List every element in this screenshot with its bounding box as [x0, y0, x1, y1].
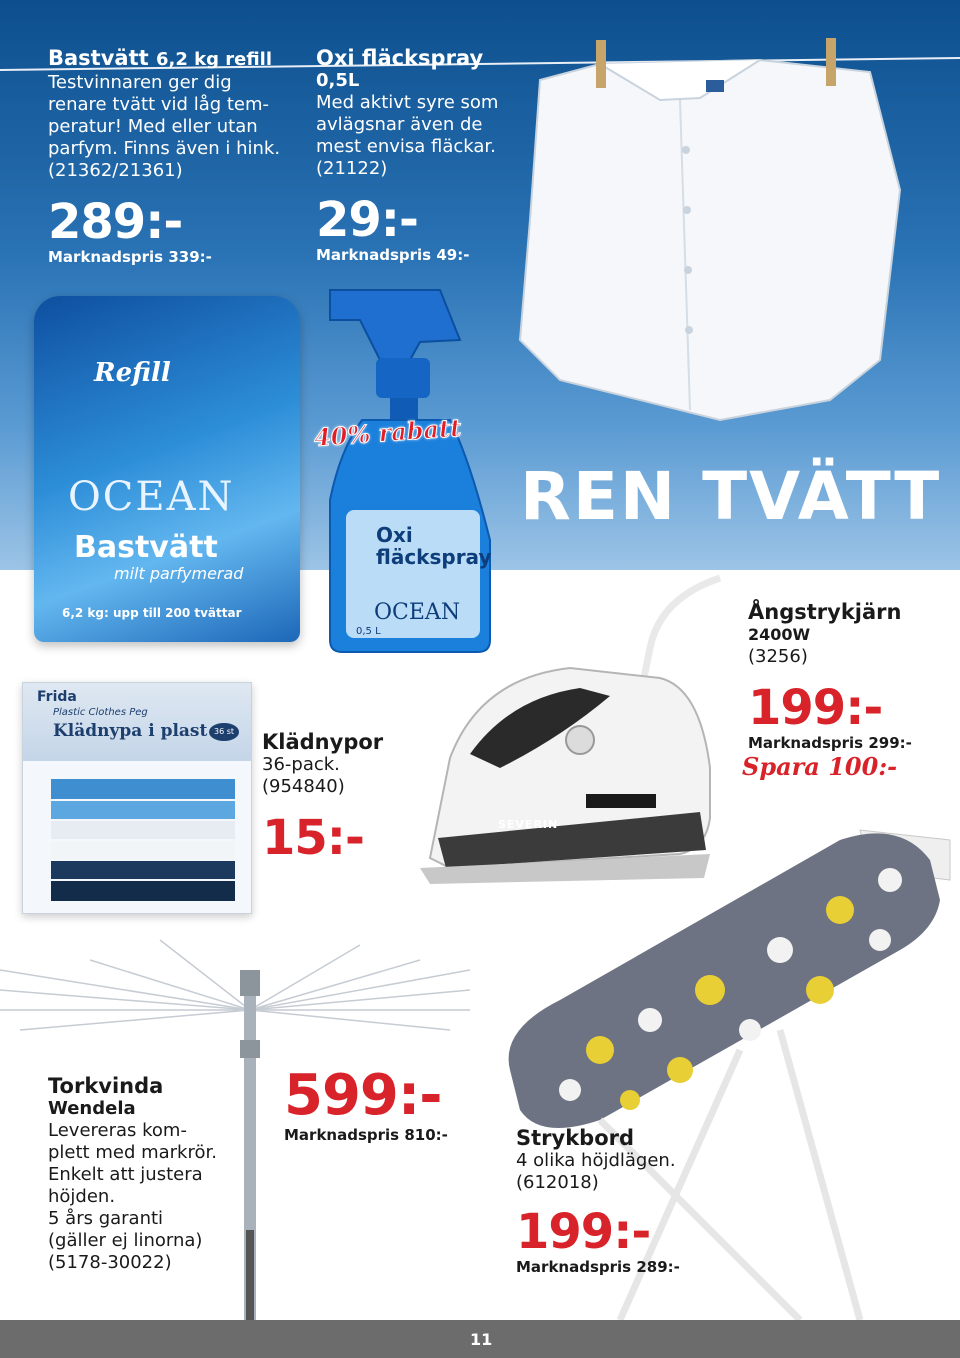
torkvinda-desc-1: Levereras kom- — [48, 1120, 187, 1141]
oxi-info — [316, 46, 526, 264]
spray-label-l2: fläckspray — [376, 545, 492, 569]
torkvinda-price-block — [284, 1063, 448, 1144]
torkvinda-info — [48, 1074, 268, 1274]
oxi-price: 29:- — [316, 192, 418, 248]
spray-brand: OCEAN — [374, 600, 461, 625]
spray-label-l1: Oxi — [376, 523, 413, 547]
torkvinda-desc-2: plett med markrör. — [48, 1142, 217, 1163]
bag-refill-label: Refill — [94, 358, 171, 388]
bag-weight: 6,2 kg: upp till 200 tvättar — [62, 606, 242, 620]
spray-volume: 0,5 L — [356, 626, 381, 637]
kladnypor-desc: 36-pack. — [262, 754, 340, 775]
torkvinda-desc-4: höjden. — [48, 1186, 116, 1207]
bastvatt-price: 289:- — [48, 194, 183, 250]
torkvinda-desc-5: 5 års garanti — [48, 1208, 164, 1229]
shirt-body — [520, 60, 900, 420]
strykbord-desc: 4 olika höjdlägen. — [516, 1150, 676, 1171]
strykbord-price: 199:- — [516, 1204, 651, 1260]
strykbord-art: (612018) — [516, 1172, 599, 1193]
kladnypor-art: (954840) — [262, 776, 345, 797]
oxi-market-price: Marknadspris 49:- — [316, 246, 470, 264]
strykbord-info — [516, 1126, 716, 1276]
torkvinda-desc-3: Enkelt att justera — [48, 1164, 203, 1185]
bastvatt-desc-1: Testvinnaren ger dig — [48, 72, 232, 93]
peg-name: Klädnypa i plast — [53, 721, 208, 741]
torkvinda-title: Torkvinda — [48, 1074, 164, 1098]
strykjarn-art: (3256) — [748, 646, 808, 667]
torkvinda-subtitle: Wendela — [48, 1098, 136, 1119]
bag-name: Bastvätt — [74, 530, 218, 565]
peg-count: 36 st — [209, 723, 239, 741]
torkvinda-market-price: Marknadspris 810:- — [284, 1126, 448, 1144]
strykbord-title: Strykbord — [516, 1126, 635, 1150]
strykbord-market-price: Marknadspris 289:- — [516, 1258, 680, 1276]
bastvatt-title: Bastvätt — [48, 46, 149, 70]
strykjarn-title: Ångstrykjärn — [748, 600, 902, 624]
page-number: 11 — [470, 1330, 493, 1349]
oxi-size: 0,5L — [316, 70, 360, 91]
bag-tag: milt parfymerad — [114, 564, 244, 583]
bag-brand: OCEAN — [68, 474, 235, 520]
bastvatt-desc-3: peratur! Med eller utan — [48, 116, 258, 137]
bastvatt-size: 6,2 kg refill — [155, 49, 273, 70]
strykjarn-watt: 2400W — [748, 625, 811, 644]
spray-label — [376, 524, 491, 568]
oxi-desc-3: mest envisa fläckar. — [316, 136, 496, 157]
kladnypor-title: Klädnypor — [262, 730, 384, 754]
clothespeg-pack-image — [22, 682, 252, 914]
oxi-desc-2: avlägsnar även de — [316, 114, 483, 135]
bastvatt-info — [48, 46, 288, 266]
peg-subtitle: Plastic Clothes Peg — [53, 707, 148, 718]
oxi-desc-1: Med aktivt syre som — [316, 92, 499, 113]
strykjarn-market-price: Marknadspris 299:- — [748, 734, 912, 752]
kladnypor-price: 15:- — [262, 810, 364, 866]
torkvinda-desc-6: (gäller ej linorna) — [48, 1230, 203, 1251]
bastvatt-desc-2: renare tvätt vid låg tem- — [48, 94, 270, 115]
strykjarn-info — [742, 600, 948, 781]
peg-brand: Frida — [37, 689, 77, 705]
detergent-bag-image — [34, 296, 300, 642]
strykjarn-save: Spara 100:- — [742, 752, 898, 781]
strykjarn-price: 199:- — [748, 680, 883, 736]
bastvatt-market-price: Marknadspris 339:- — [48, 248, 212, 266]
headline: REN TVÄTT — [520, 458, 942, 535]
rabatt-badge: 40% rabatt — [313, 412, 463, 453]
torkvinda-price: 599:- — [284, 1063, 442, 1128]
clothespin-right — [826, 38, 836, 86]
oxi-title: Oxi fläckspray — [316, 46, 484, 70]
torkvinda-art: (5178-30022) — [48, 1252, 172, 1273]
bastvatt-art: (21362/21361) — [48, 160, 183, 181]
iron-brand: SEVERIN — [498, 818, 559, 831]
oxi-art: (21122) — [316, 158, 388, 179]
clothespin-left — [596, 40, 606, 88]
bastvatt-desc-4: parfym. Finns även i hink. — [48, 138, 281, 159]
